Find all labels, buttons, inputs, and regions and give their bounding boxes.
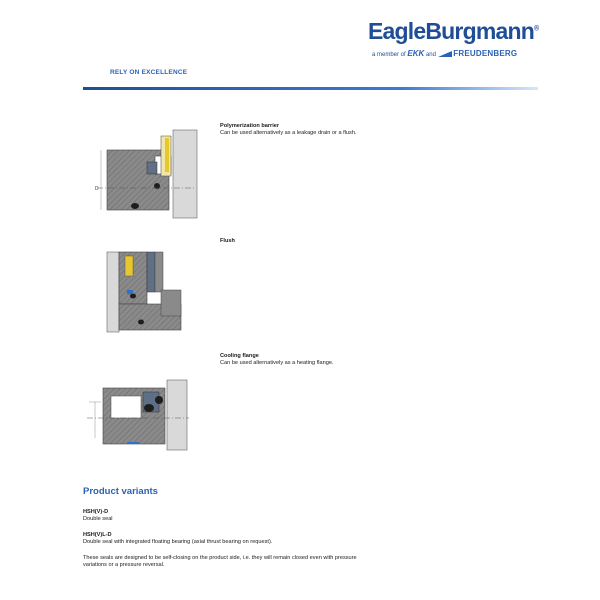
flush-drawing	[105, 250, 183, 336]
figure-title: Polymerization barrier	[220, 123, 280, 129]
header-rule	[83, 87, 538, 90]
figure-title: Cooling flange	[220, 353, 259, 359]
figure-text: Can be used alternatively as a leakage drain or a flush.	[220, 130, 357, 136]
polymerization-barrier-drawing	[95, 128, 200, 220]
figure-caption-1	[220, 123, 360, 137]
figure-caption-2	[220, 238, 360, 245]
variant-text: Double seal with integrated floating bearing (axial thrust bearing on request).	[83, 539, 273, 545]
brand-logo	[368, 18, 539, 45]
registered-mark: ®	[533, 25, 540, 33]
variant-item	[83, 509, 383, 523]
member-prefix: a member of	[372, 52, 406, 58]
figure-text: Can be used alternatively as a heating flange.	[220, 360, 334, 366]
ekk-logo: EKK	[407, 49, 425, 58]
freudenberg-logo: FREUDENBERG	[453, 49, 518, 58]
svg-text:D: D	[95, 186, 99, 192]
tagline: RELY ON EXCELLENCE	[110, 69, 188, 76]
figure-title: Flush	[220, 238, 235, 244]
member-and: and	[425, 52, 436, 58]
figure-caption-3	[220, 353, 360, 367]
variant-item	[83, 532, 383, 546]
freudenberg-mark-icon	[438, 51, 452, 57]
member-line	[372, 49, 517, 58]
cooling-flange-drawing	[85, 378, 190, 452]
variant-title: HSH(V)-D	[83, 509, 109, 515]
logo-text: EagleBurgmann	[368, 18, 534, 44]
variants-note: These seals are designed to be self-closing on the product side, i.e. they will remain closed even with pressure variations or a pressure reversal.	[83, 555, 357, 568]
variant-title: HSH(V)L-D	[83, 532, 112, 538]
product-variants-heading: Product variants	[83, 486, 158, 497]
variant-text: Double seal	[83, 516, 113, 522]
